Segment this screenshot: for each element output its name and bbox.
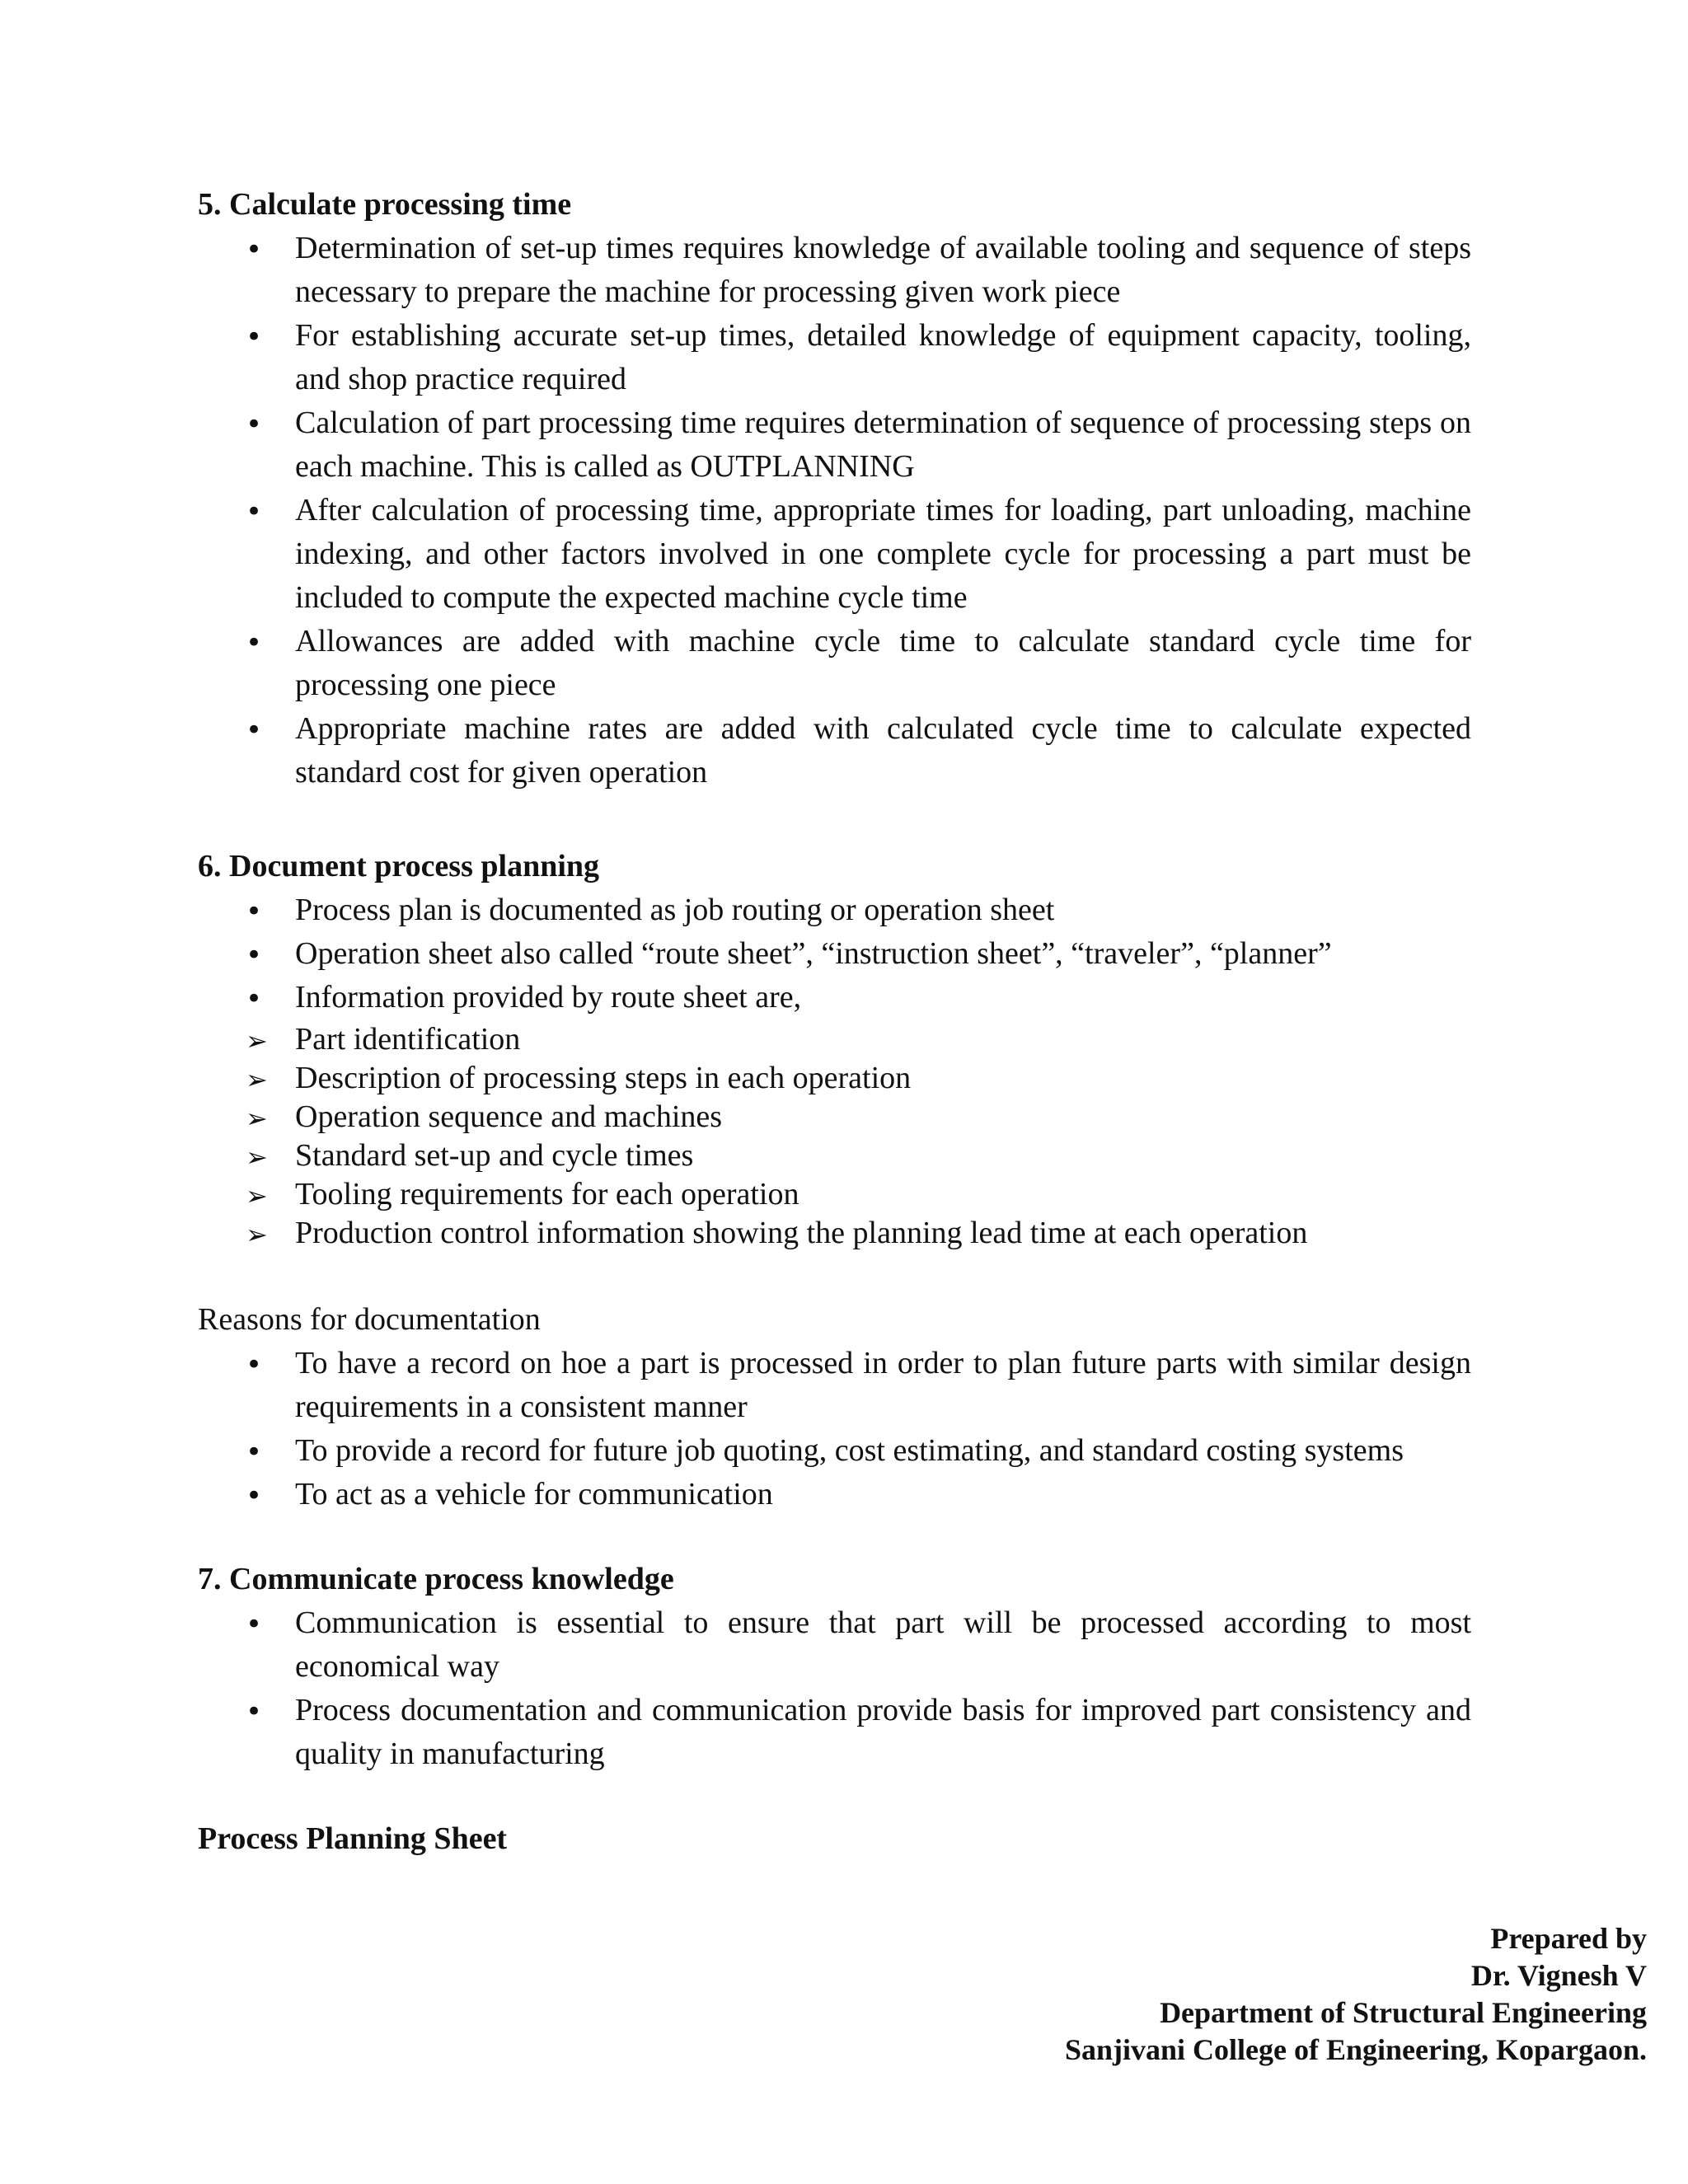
list-item-text: Information provided by route sheet are, <box>295 980 802 1015</box>
list-item <box>198 1601 1471 1689</box>
bullet-list <box>198 888 1471 1252</box>
bullet-icon <box>246 1689 279 1734</box>
list-item <box>198 1473 1471 1516</box>
list-item <box>198 1689 1471 1776</box>
list-item-text: To have a record on hoe a part is processed in order to plan future parts with similar design requirements in a consistent manner <box>295 1346 1471 1424</box>
list-item <box>198 1176 1471 1213</box>
list-item <box>198 314 1471 401</box>
list-item-text: Production control information showing the planning lead time at each operation <box>295 1216 1308 1250</box>
section-communicate-process-knowledge <box>198 1557 1471 1776</box>
section-document-process-planning <box>198 844 1471 1254</box>
process-planning-sheet-heading: Process Planning Sheet <box>198 1821 508 1856</box>
list-item <box>198 932 1471 976</box>
list-item <box>198 1099 1471 1136</box>
list-item <box>198 976 1471 1019</box>
list-item <box>198 1060 1471 1097</box>
bullet-icon <box>246 401 279 447</box>
list-item-text: Communication is essential to ensure that part will be processed according to most economical way <box>295 1605 1471 1684</box>
list-item-text: Process documentation and communication provide basis for improved part consistency and quality in manufacturing <box>295 1693 1471 1771</box>
arrow-bullet-icon <box>246 1060 279 1099</box>
list-item <box>198 489 1471 620</box>
list-item-text: Tooling requirements for each operation <box>295 1177 799 1212</box>
bullet-icon <box>246 1601 279 1647</box>
bullet-icon <box>246 976 279 1021</box>
author-name: Dr. Vignesh V <box>1470 1959 1647 1992</box>
section-calculate-processing-time <box>198 182 1471 794</box>
list-item <box>198 707 1471 794</box>
list-item <box>198 1137 1471 1174</box>
list-item <box>198 227 1471 314</box>
list-item-text: To act as a vehicle for communication <box>295 1477 773 1511</box>
bullet-icon <box>246 888 279 934</box>
section-heading: 5. Calculate processing time <box>198 187 572 222</box>
arrow-bullet-icon <box>246 1215 279 1254</box>
list-item <box>198 620 1471 707</box>
bullet-list <box>198 1601 1471 1776</box>
list-item <box>198 1215 1471 1252</box>
list-item-text: Calculation of part processing time requires determination of sequence of processing steps on each machine. This is called as OUTPLANNING <box>295 405 1471 484</box>
arrow-bullet-icon <box>246 1021 279 1060</box>
arrow-bullet-icon <box>246 1176 279 1215</box>
list-item <box>198 401 1471 489</box>
bullet-icon <box>246 1473 279 1518</box>
list-item-text: Standard set-up and cycle times <box>295 1138 694 1173</box>
bullet-icon <box>246 227 279 272</box>
bullet-icon <box>246 314 279 359</box>
section-reasons-for-documentation <box>198 1297 1471 1516</box>
bullet-icon <box>246 1429 279 1474</box>
section-heading: 6. Document process planning <box>198 849 600 883</box>
arrow-bullet-icon <box>246 1099 279 1137</box>
bullet-list <box>198 227 1471 794</box>
list-item-text: Appropriate machine rates are added with calculated cycle time to calculate expected standard cost for given operation <box>295 711 1471 790</box>
bullet-icon <box>246 620 279 665</box>
list-item-text: For establishing accurate set-up times, detailed knowledge of equipment capacity, tooling, and shop practice required <box>295 318 1471 396</box>
list-item-text: Operation sheet also called “route sheet”, “instruction sheet”, “traveler”, “planner” <box>295 936 1332 971</box>
list-item-text: Part identification <box>295 1022 521 1057</box>
bullet-icon <box>246 932 279 977</box>
list-item <box>198 1021 1471 1058</box>
bullet-list <box>198 1342 1471 1516</box>
list-item-text: Operation sequence and machines <box>295 1099 723 1134</box>
list-item-text: Description of processing steps in each operation <box>295 1061 912 1095</box>
list-item <box>198 1342 1471 1429</box>
list-item-text: Determination of set-up times requires knowledge of available tooling and sequence of steps necessary to prepare the machine for processing given work piece <box>295 231 1471 309</box>
list-item-text: To provide a record for future job quoting, cost estimating, and standard costing systems <box>295 1433 1404 1468</box>
bullet-icon <box>246 489 279 534</box>
list-item-text: Allowances are added with machine cycle time to calculate standard cycle time for processing one piece <box>295 624 1471 702</box>
list-item-text: After calculation of processing time, appropriate times for loading, part unloading, machine indexing, and other factors involved in one complete cycle for processing a part must be included to compute the expected machine cycle time <box>295 493 1471 615</box>
college-name: Sanjivani College of Engineering, Kopargaon. <box>1064 2033 1647 2066</box>
list-item <box>198 888 1471 932</box>
bullet-icon <box>246 707 279 752</box>
bullet-icon <box>246 1342 279 1387</box>
arrow-bullet-icon <box>246 1137 279 1176</box>
author-credit <box>1065 1920 1647 2069</box>
list-item <box>198 1429 1471 1473</box>
list-item-text: Process plan is documented as job routing or operation sheet <box>295 893 1055 927</box>
department-name: Department of Structural Engineering <box>1160 1996 1647 2029</box>
prepared-by-label: Prepared by <box>1490 1922 1647 1955</box>
section-heading: Reasons for documentation <box>198 1302 541 1337</box>
section-heading: 7. Communicate process knowledge <box>198 1562 674 1596</box>
